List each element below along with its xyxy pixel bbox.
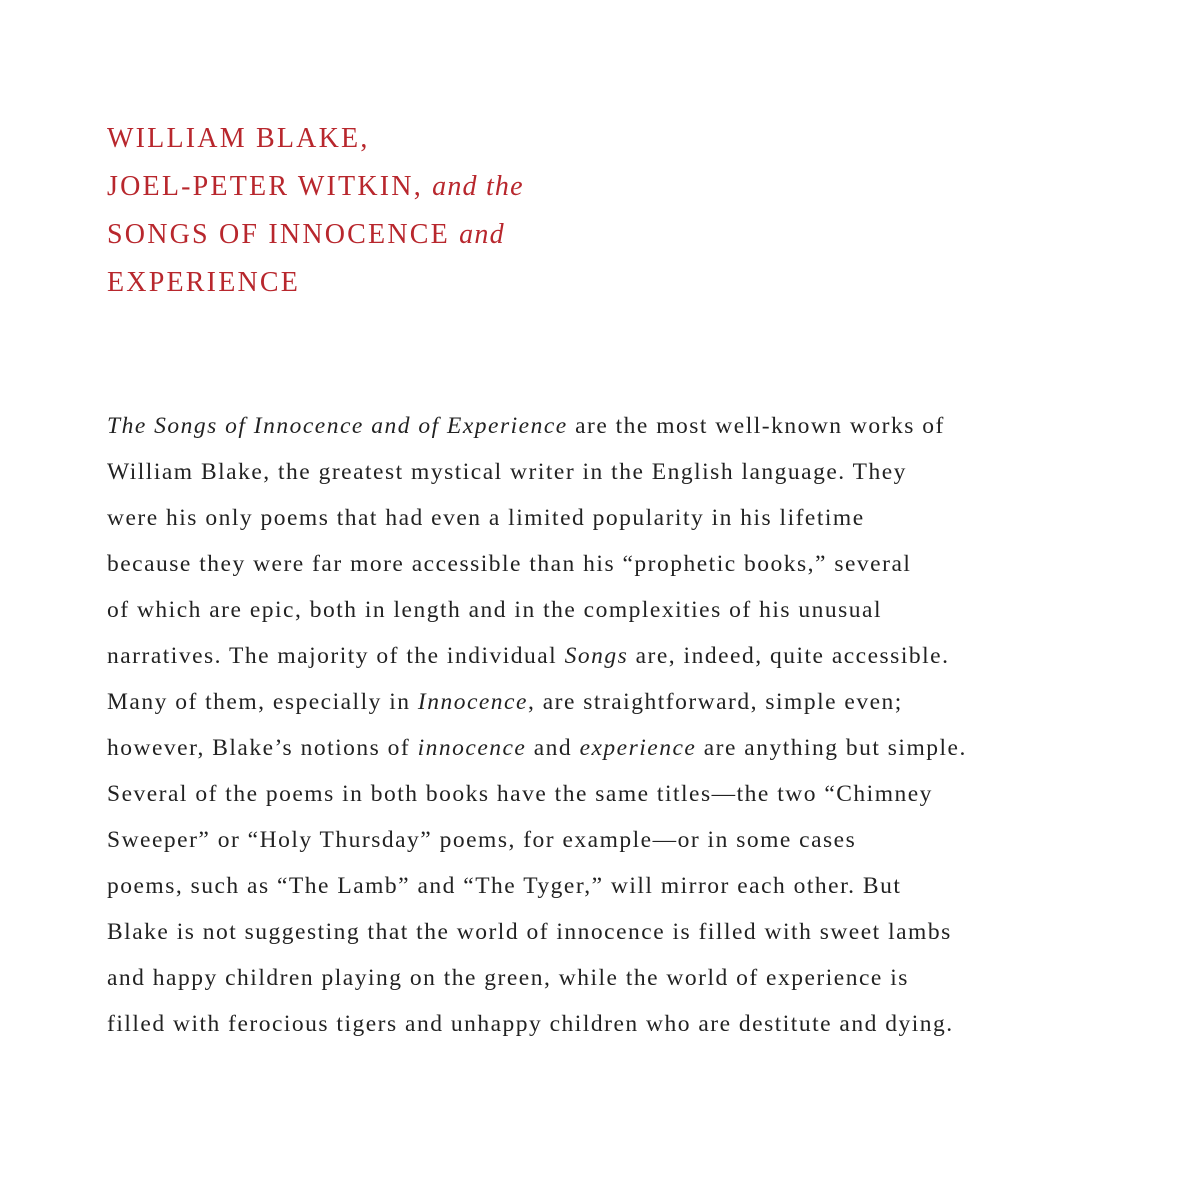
body-line-8-b: and [526,735,580,761]
body-line-2: William Blake, the greatest mystical writer in the English language. They [107,459,907,485]
title-line-4 [107,259,524,307]
innocence-term-italic: innocence [417,735,527,761]
body-line-1 [107,403,1147,449]
body-line-7-b: , are straightforward, simple even; [527,689,903,715]
body-line-12: Blake is not suggesting that the world of innocence is filled with sweet lambs [107,919,952,945]
innocence-italic: Innocence [417,689,528,715]
body-line-8-c: are anything but simple. [696,735,967,761]
title-line-4-text: EXPERIENCE [107,267,301,298]
body-line-7-a: Many of them, especially in [107,689,418,715]
chapter-title [107,115,524,307]
body-line-5: of which are epic, both in length and in the complexities of his unusual [107,597,882,623]
body-line-10: Sweeper” or “Holy Thursday” poems, for example—or in some cases [107,827,857,853]
title-line-2 [107,163,524,211]
body-line-13: and happy children playing on the green, while the world of experience is [107,965,909,991]
book-title-italic: The Songs of Innocence and of Experience [107,413,568,439]
body-line-7 [107,679,1147,725]
title-line-3 [107,211,524,259]
body-line-6 [107,633,1147,679]
body-line-4: because they were far more accessible than his “prophetic books,” several [107,551,912,577]
body-line-6-a: narratives. The majority of the individual [107,643,565,669]
body-line-11: poems, such as “The Lamb” and “The Tyger,” will mirror each other. But [107,873,902,899]
body-line-9: Several of the poems in both books have the same titles—the two “Chimney [107,781,933,807]
body-line-8-a: however, Blake’s notions of [107,735,418,761]
body-line-6-b: are, indeed, quite accessible. [628,643,950,669]
title-line-2-caps: JOEL-PETER WITKIN, [107,171,423,202]
title-line-3-caps: SONGS OF INNOCENCE [107,219,450,250]
body-line-3: were his only poems that had even a limited popularity in his lifetime [107,505,865,531]
songs-italic: Songs [564,643,629,669]
title-line-3-italic: and [459,219,505,250]
body-line-1-rest: are the most well-known works of [567,413,945,439]
body-line-8 [107,725,1147,771]
experience-term-italic: experience [579,735,697,761]
body-paragraph [107,403,1147,1047]
title-line-2-italic: and the [432,171,524,202]
title-line-1 [107,115,524,163]
title-line-1-text: WILLIAM BLAKE, [107,123,370,154]
body-line-14: filled with ferocious tigers and unhappy children who are destitute and dying. [107,1011,954,1037]
